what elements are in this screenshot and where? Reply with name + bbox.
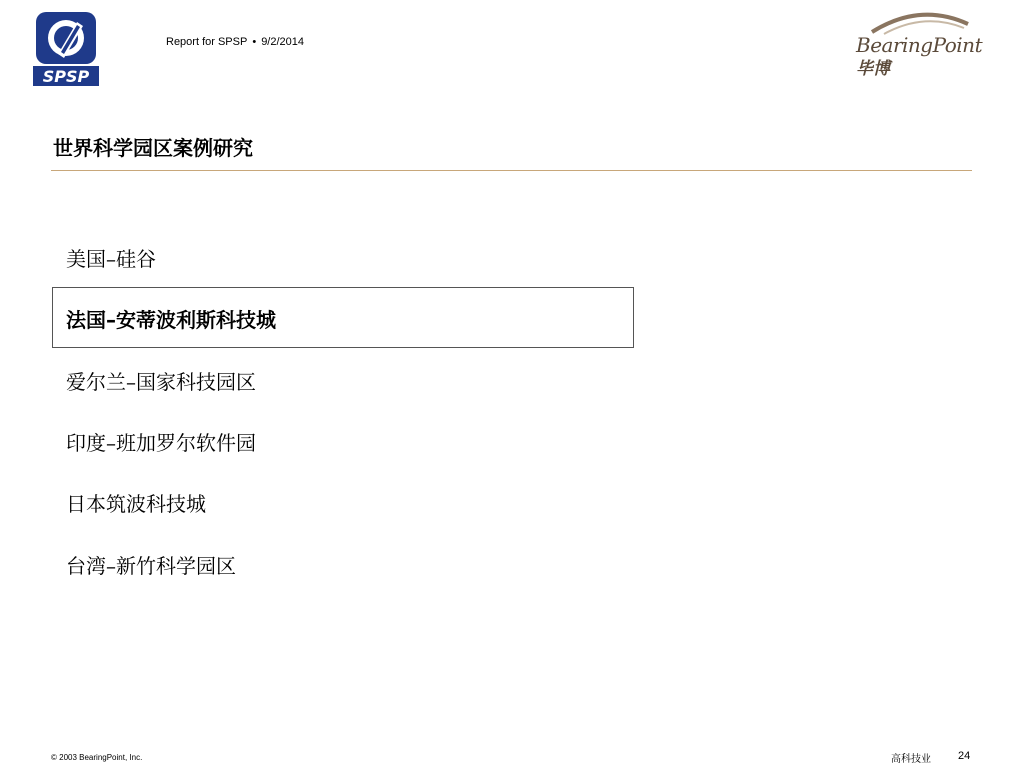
bearingpoint-brand-cn: 毕博 [856, 59, 890, 79]
header-separator: • [252, 36, 257, 48]
spsp-logo [33, 10, 99, 86]
agenda-item-hsinchu-science-park: 台湾–新竹科学园区 [66, 554, 236, 578]
agenda-item-ireland-tech-park: 爱尔兰–国家科技园区 [66, 370, 256, 394]
page-number: 24 [958, 750, 971, 762]
spsp-logo-icon [33, 10, 99, 86]
agenda-item-silicon-valley: 美国–硅谷 [66, 247, 156, 271]
report-date: 9/2/2014 [261, 36, 305, 48]
bearingpoint-logo [850, 8, 983, 79]
agenda-item-bangalore-software-park: 印度–班加罗尔软件园 [66, 431, 256, 455]
title-divider [51, 170, 972, 171]
agenda-item-tsukuba-science-city: 日本筑波科技城 [66, 492, 206, 516]
page-title: 世界科学园区案例研究 [53, 136, 253, 160]
report-header [166, 36, 304, 48]
spsp-logo-text: SPSP [42, 67, 90, 86]
bearingpoint-brand-name: BearingPoint [856, 33, 983, 57]
agenda-item-sophia-antipolis: 法国–安蒂波利斯科技城 [66, 308, 276, 332]
footer-copyright: © 2003 BearingPoint, Inc. [51, 753, 143, 762]
footer-section-label: 高科技业 [891, 754, 931, 765]
report-label: Report for SPSP [166, 36, 248, 48]
